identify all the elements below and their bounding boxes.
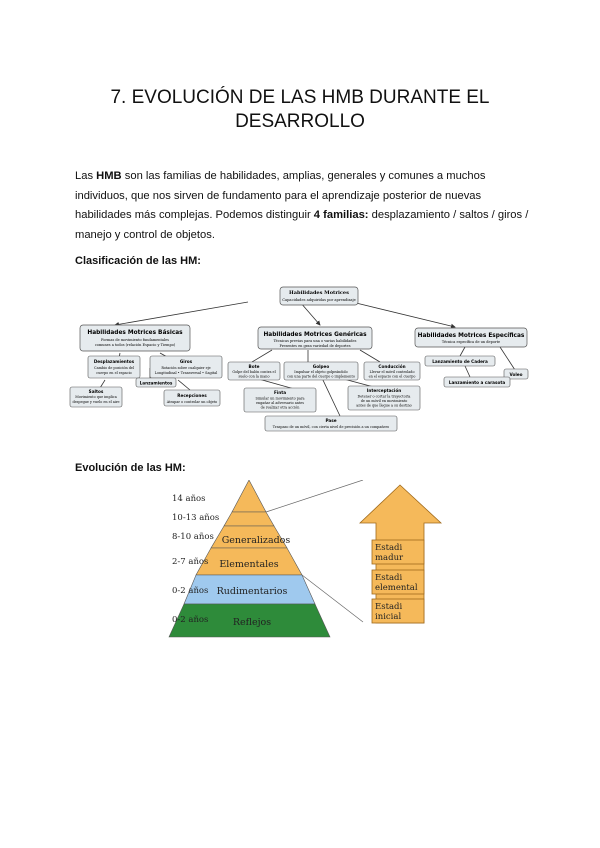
node-sub: Técnica específica de un deporte [441, 340, 501, 344]
tree-node-lanzamiento-cadera [425, 356, 495, 366]
node-sub: de un móvil en movimiento [360, 399, 408, 403]
tree-node-saltos [70, 387, 122, 407]
intro-hmb: HMB [96, 170, 122, 182]
node-title: Saltos [88, 389, 104, 394]
node-sub: cuerpo en el espacio [96, 371, 132, 375]
node-title: Finta [273, 390, 287, 395]
node-sub: Cambio de posición del [93, 366, 135, 370]
tree-node-conduccion [364, 362, 420, 380]
title-line-2: DESARROLLO [235, 111, 365, 132]
tree-node-golpeo [284, 362, 358, 380]
tree-node-lanzamiento-carasota [444, 377, 510, 387]
tree-node-generic [258, 327, 372, 349]
node-title: Bote [248, 364, 260, 369]
node-title: Habilidades Motrices Genéricas [263, 332, 367, 338]
tree-node-desplazamientos [88, 356, 140, 378]
level-label: Generalizados [221, 535, 291, 546]
node-title: Habilidades Motrices Específicas [417, 333, 525, 339]
node-sub: engañar al adversario antes [255, 401, 305, 405]
age-label: 0-2 años [172, 586, 209, 596]
node-title: Voleo [509, 372, 523, 377]
page-title [60, 86, 540, 134]
tree-node-specific [415, 328, 527, 347]
node-sub: Simular un movimiento para [255, 396, 305, 401]
node-title: Conducción [378, 364, 406, 369]
node-title: Giros [179, 359, 193, 364]
node-title: Desplazamientos [93, 359, 135, 364]
node-sub: Atrapar o controlar un objeto [166, 400, 218, 404]
node-title: Lanzamiento a carasota [448, 380, 506, 385]
stage-label: inicial [375, 612, 402, 622]
classification-heading: Clasificación de las HM: [75, 255, 201, 267]
node-title: Lanzamiento de Cadera [432, 359, 488, 364]
node-sub: Longitudinal • Transversal • Sagital [154, 371, 218, 375]
node-sub: de realizar otra acción [260, 405, 300, 410]
node-title: Golpeo [312, 364, 330, 369]
node-sub: en el espacio con el cuerpo [368, 374, 416, 379]
node-title: Interceptación [366, 388, 402, 393]
stage-label: madur [375, 553, 404, 563]
node-sub: con una parte del cuerpo o implemento [287, 374, 355, 379]
pyramid-tier-top [232, 480, 266, 512]
node-sub: Movimiento que implica [75, 395, 117, 399]
node-title: Lanzamientos [139, 380, 173, 386]
node-sub: Formas de movimiento fundamentales [101, 338, 169, 342]
node-sub: Traspaso de un móvil, con cierta nivel de precisión a un compañero [272, 425, 390, 429]
intro-text-3: desplazamiento / saltos / giros / manejo y control de objetos. [75, 209, 529, 241]
node-title: Habilidades Motrices [289, 290, 349, 296]
stage-label: Estadi [375, 573, 403, 583]
node-title: Habilidades Motrices Básicas [87, 330, 183, 336]
intro-paragraph [75, 167, 530, 245]
tree-node-finta [244, 388, 316, 412]
age-label: 0-2 años [172, 615, 209, 625]
node-sub: comunes a todos (relación Espacio y Tiempo) [94, 343, 176, 347]
tree-node-root [280, 287, 358, 305]
age-label: 8-10 años [172, 532, 214, 542]
node-sub: Golpe del balón contra el [232, 370, 276, 374]
stage-label: Estadi [375, 602, 403, 612]
tree-node-lanzamientos [136, 378, 176, 387]
title-line-1: 7. EVOLUCIÓN DE LAS HMB DURANTE EL [110, 87, 490, 108]
node-sub: Detener o cortar la trayectoria [357, 394, 411, 399]
node-title: Recepciones [177, 393, 207, 398]
tree-node-giros [150, 356, 222, 378]
age-label: 2-7 años [172, 557, 209, 567]
tree-node-interceptacion [348, 386, 420, 410]
stage-label: elemental [375, 583, 418, 593]
node-sub: Capacidades adquiridas por aprendizaje [282, 298, 356, 302]
tree-node-pase [265, 416, 397, 431]
tree-node-basic [80, 325, 190, 351]
hm-pyramid-diagram [160, 480, 460, 642]
intro-text-2: son las familias de habilidades, amplias, generales y comunes a muchos individuos, que nos sirven de fundamento para el aprendizaje posterior de nuevas habilidades más complejas. Podemos distinguir [75, 170, 486, 221]
intro-four-families: 4 familias: [313, 209, 369, 221]
node-sub: suelo con la mano [238, 374, 270, 379]
node-sub: Presentes en gran variedad de deportes [279, 344, 351, 348]
node-sub: Rotación sobre cualquier eje [161, 366, 211, 370]
node-sub: antes de que llegue a su destino [356, 403, 412, 408]
level-label: Elementales [219, 559, 279, 570]
classification-tree [60, 280, 540, 440]
node-sub: despegue y vuelo en el aire [72, 400, 120, 404]
pyramid-tier-10-13 [224, 512, 274, 526]
intro-text-1: Las [75, 170, 97, 182]
node-sub: Técnicas previas para una o varias habilidades [273, 339, 357, 343]
tree-node-bote [228, 362, 280, 380]
level-label: Rudimentarios [216, 586, 288, 597]
tree-node-recepciones [164, 390, 220, 406]
stage-arrow [360, 485, 441, 623]
node-sub: Llevar el móvil controlado [369, 370, 415, 374]
node-sub: Impulsar el objeto golpeándolo [294, 370, 348, 374]
evolution-heading: Evolución de las HM: [75, 462, 186, 474]
age-label: 10-13 años [172, 513, 220, 523]
age-label: 14 años [172, 494, 206, 504]
stage-label: Estadi [375, 543, 403, 553]
level-label: Reflejos [232, 617, 272, 628]
node-title: Pase [325, 418, 337, 423]
